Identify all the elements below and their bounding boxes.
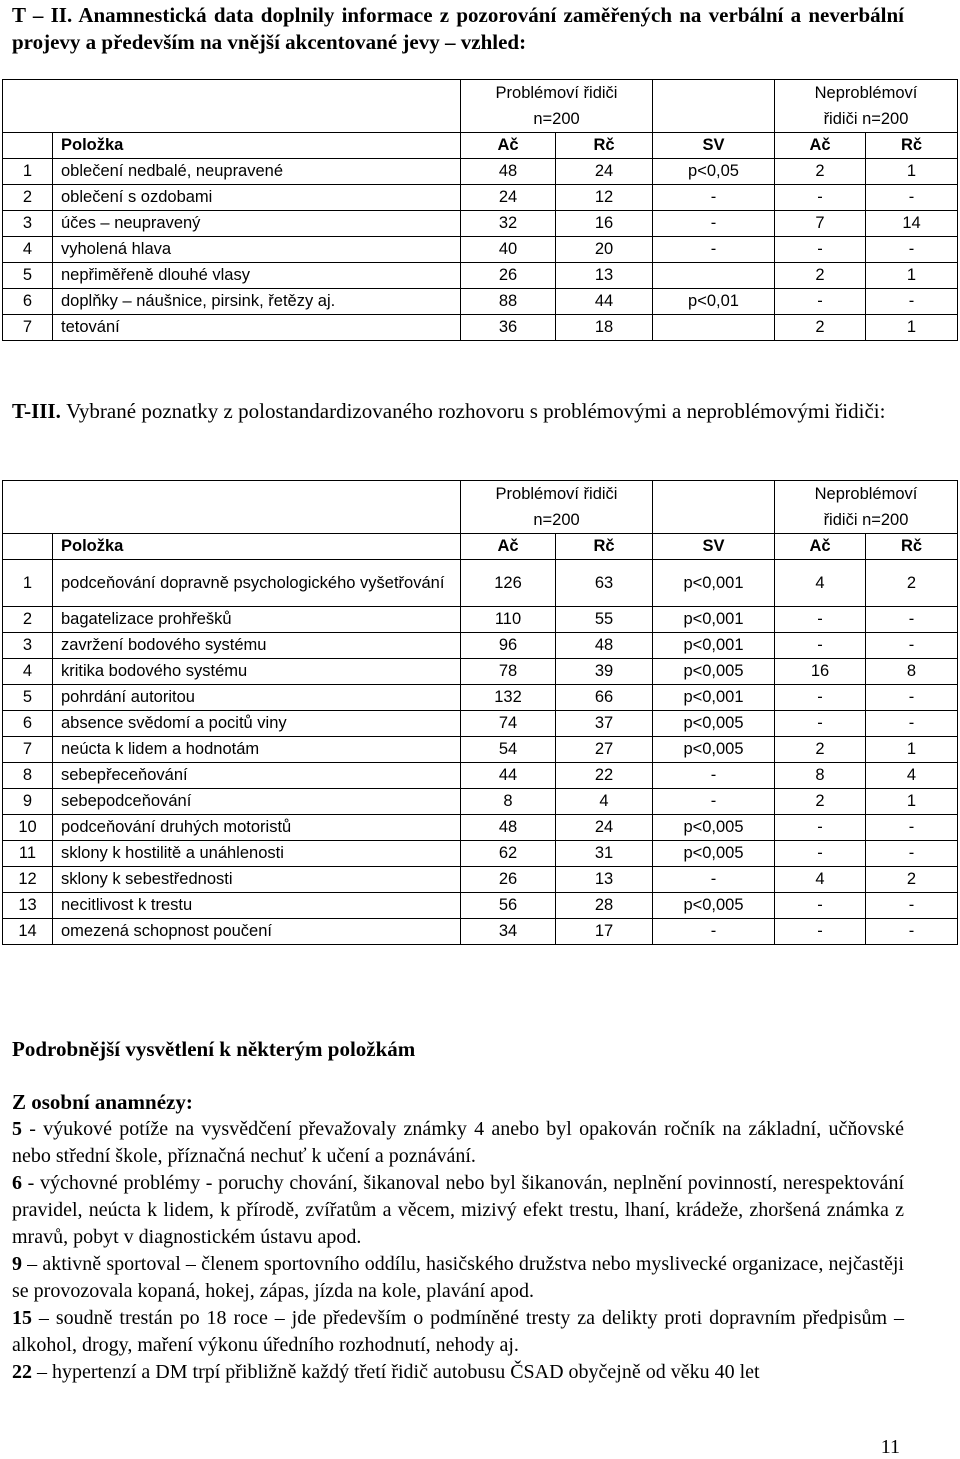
row-rc-nonproblem: 1 (866, 789, 958, 815)
page-number: 11 (880, 1436, 900, 1458)
row-rc-problem: 27 (556, 737, 653, 763)
table-2 (2, 79, 958, 341)
group-nonproblem-drivers: Neproblémoví řidiči n=200 (775, 80, 958, 133)
row-rc-problem: 13 (556, 867, 653, 893)
row-ac-problem: 26 (461, 263, 556, 289)
row-rc-nonproblem: 2 (866, 867, 958, 893)
explanations-title: Podrobnější vysvětlení k některým položkám (12, 1037, 416, 1061)
table-3-label: T-III. (12, 399, 61, 423)
row-number: 3 (3, 211, 53, 237)
row-item: sklony k hostilitě a unáhlenosti (53, 841, 461, 867)
row-sv: p<0,005 (653, 659, 775, 685)
row-ac-nonproblem: 7 (775, 211, 866, 237)
row-item: sklony k sebestřednosti (53, 867, 461, 893)
row-rc-nonproblem: 4 (866, 763, 958, 789)
row-rc-nonproblem: - (866, 919, 958, 945)
row-rc-problem: 16 (556, 211, 653, 237)
row-ac-problem: 78 (461, 659, 556, 685)
row-sv: p<0,005 (653, 815, 775, 841)
explanation-text: – aktivně sportoval – členem sportovního oddílu, hasičského družstva nebo myslivecké organizace, nejčastěji se provozovala kopaná, hokej, zápas, jízda na kole, plavání apod. (12, 1253, 904, 1302)
header-ac-nonproblem: Ač (775, 534, 866, 560)
row-ac-problem: 32 (461, 211, 556, 237)
table-row (3, 607, 958, 633)
explanation-item (12, 1170, 904, 1251)
table-2-heading (12, 2, 904, 56)
row-ac-nonproblem: 2 (775, 737, 866, 763)
explanation-number: 9 (12, 1253, 22, 1275)
row-ac-nonproblem: - (775, 185, 866, 211)
row-rc-nonproblem: - (866, 633, 958, 659)
row-ac-nonproblem: 2 (775, 159, 866, 185)
row-rc-nonproblem: - (866, 815, 958, 841)
header-rc-problem: Rč (556, 534, 653, 560)
table-row (3, 315, 958, 341)
row-item: tetování (53, 315, 461, 341)
explanation-number: 5 (12, 1118, 22, 1140)
row-rc-problem: 63 (556, 560, 653, 607)
row-item: oblečení nedbalé, neupravené (53, 159, 461, 185)
row-rc-problem: 13 (556, 263, 653, 289)
row-rc-problem: 24 (556, 815, 653, 841)
row-ac-problem: 132 (461, 685, 556, 711)
row-rc-nonproblem: - (866, 685, 958, 711)
explanation-text: – hypertenzí a DM trpí přibližně každý třetí řidič autobusu ČSAD obyčejně od věku 40 let (32, 1361, 760, 1383)
explanation-number: 6 (12, 1172, 22, 1194)
explanation-item (12, 1305, 904, 1359)
row-rc-nonproblem: - (866, 607, 958, 633)
row-item: absence svědomí a pocitů viny (53, 711, 461, 737)
row-rc-nonproblem: 2 (866, 560, 958, 607)
explanation-text: - výukové potíže na vysvědčení převažovaly známky 4 anebo byl opakován ročník na základní, učňovské nebo střední škole, příznačná nechuť k učení a poznávání. (12, 1118, 904, 1167)
row-rc-problem: 39 (556, 659, 653, 685)
row-rc-nonproblem: - (866, 841, 958, 867)
header-ac-problem: Ač (461, 133, 556, 159)
row-sv: p<0,001 (653, 633, 775, 659)
group-problem-drivers: Problémoví řidiči n=200 (461, 481, 653, 534)
row-sv: p<0,001 (653, 607, 775, 633)
row-sv: p<0,001 (653, 685, 775, 711)
row-rc-problem: 37 (556, 711, 653, 737)
row-ac-problem: 96 (461, 633, 556, 659)
row-item: pohrdání autoritou (53, 685, 461, 711)
row-ac-nonproblem: - (775, 685, 866, 711)
header-rc-nonproblem: Rč (866, 133, 958, 159)
explanation-number: 22 (12, 1361, 32, 1383)
row-number: 4 (3, 237, 53, 263)
row-ac-nonproblem: - (775, 607, 866, 633)
row-sv: - (653, 763, 775, 789)
row-rc-problem: 55 (556, 607, 653, 633)
table-header-row (3, 133, 958, 159)
row-sv: p<0,05 (653, 159, 775, 185)
header-sv: SV (653, 534, 775, 560)
row-number: 6 (3, 711, 53, 737)
header-index-cell (3, 534, 53, 560)
header-sv: SV (653, 133, 775, 159)
group-problem-drivers: Problémoví řidiči n=200 (461, 80, 653, 133)
row-rc-problem: 18 (556, 315, 653, 341)
table-row (3, 763, 958, 789)
explanation-item (12, 1359, 904, 1386)
row-rc-problem: 44 (556, 289, 653, 315)
header-rc-problem: Rč (556, 133, 653, 159)
row-rc-nonproblem: 8 (866, 659, 958, 685)
row-ac-problem: 8 (461, 789, 556, 815)
table-3 (2, 480, 958, 945)
row-sv (653, 315, 775, 341)
row-ac-nonproblem: - (775, 815, 866, 841)
header-index-cell (3, 133, 53, 159)
row-number: 1 (3, 560, 53, 607)
row-ac-problem: 62 (461, 841, 556, 867)
row-rc-nonproblem: 1 (866, 263, 958, 289)
table-row (3, 867, 958, 893)
header-ac-nonproblem: Ač (775, 133, 866, 159)
row-ac-problem: 88 (461, 289, 556, 315)
row-rc-nonproblem: 1 (866, 737, 958, 763)
row-item: zavržení bodového systému (53, 633, 461, 659)
row-item: vyholená hlava (53, 237, 461, 263)
row-ac-nonproblem: 2 (775, 315, 866, 341)
row-ac-problem: 40 (461, 237, 556, 263)
row-rc-problem: 28 (556, 893, 653, 919)
row-ac-nonproblem: 2 (775, 263, 866, 289)
table-row (3, 633, 958, 659)
table-row (3, 789, 958, 815)
row-ac-problem: 36 (461, 315, 556, 341)
row-number: 2 (3, 185, 53, 211)
row-ac-problem: 56 (461, 893, 556, 919)
row-sv: - (653, 237, 775, 263)
row-item: nepřiměřeně dlouhé vlasy (53, 263, 461, 289)
explanation-text: – soudně trestán po 18 roce – jde především o podmíněné tresty za delikty proti dopravním předpisům – alkohol, drogy, maření výkonu úředního rozhodnutí, nehody aj. (12, 1307, 904, 1356)
row-number: 7 (3, 315, 53, 341)
row-number: 1 (3, 159, 53, 185)
header-item: Položka (53, 133, 461, 159)
row-rc-problem: 12 (556, 185, 653, 211)
row-item: bagatelizace prohřešků (53, 607, 461, 633)
row-ac-problem: 26 (461, 867, 556, 893)
row-rc-nonproblem: - (866, 289, 958, 315)
row-item: sebepodceňování (53, 789, 461, 815)
row-ac-nonproblem: - (775, 711, 866, 737)
row-item: podceňování dopravně psychologického vyšetřování (53, 560, 461, 607)
row-ac-problem: 24 (461, 185, 556, 211)
row-ac-nonproblem: 8 (775, 763, 866, 789)
row-ac-problem: 48 (461, 815, 556, 841)
table-3-title: Vybrané poznatky z polostandardizovaného rozhovoru s problémovými a neproblémovými řidiči: (66, 399, 886, 423)
row-sv: p<0,005 (653, 893, 775, 919)
explanations-list (12, 1116, 904, 1386)
row-sv: p<0,005 (653, 737, 775, 763)
row-rc-problem: 24 (556, 159, 653, 185)
row-ac-nonproblem: - (775, 841, 866, 867)
header-rc-nonproblem: Rč (866, 534, 958, 560)
row-rc-problem: 66 (556, 685, 653, 711)
explanations-section (12, 1036, 904, 1386)
row-sv: - (653, 919, 775, 945)
row-rc-nonproblem: - (866, 711, 958, 737)
row-rc-problem: 20 (556, 237, 653, 263)
header-item: Položka (53, 534, 461, 560)
row-rc-problem: 31 (556, 841, 653, 867)
row-rc-nonproblem: - (866, 185, 958, 211)
table-2-title: Anamnestická data doplnily informace z pozorování zaměřených na verbální a neverbální projevy a především na vnější akcentované jevy – vzhled: (12, 3, 905, 54)
row-sv: - (653, 789, 775, 815)
row-ac-problem: 54 (461, 737, 556, 763)
row-ac-nonproblem: 16 (775, 659, 866, 685)
row-number: 3 (3, 633, 53, 659)
row-sv: p<0,01 (653, 289, 775, 315)
table-row (3, 919, 958, 945)
row-number: 6 (3, 289, 53, 315)
row-item: sebepřeceňování (53, 763, 461, 789)
row-number: 2 (3, 607, 53, 633)
row-number: 5 (3, 263, 53, 289)
row-rc-problem: 17 (556, 919, 653, 945)
row-rc-problem: 4 (556, 789, 653, 815)
row-sv: p<0,005 (653, 711, 775, 737)
table-row (3, 711, 958, 737)
table-row (3, 685, 958, 711)
row-ac-problem: 126 (461, 560, 556, 607)
row-sv: - (653, 211, 775, 237)
row-item: necitlivost k trestu (53, 893, 461, 919)
table-3-heading (12, 398, 904, 425)
table-row (3, 237, 958, 263)
table-2-group-header (3, 80, 958, 133)
row-rc-nonproblem: - (866, 893, 958, 919)
row-number: 14 (3, 919, 53, 945)
table-row (3, 185, 958, 211)
row-ac-problem: 44 (461, 763, 556, 789)
table-2-label: T – II. (12, 3, 73, 27)
row-ac-nonproblem: 2 (775, 789, 866, 815)
table-row (3, 737, 958, 763)
header-ac-problem: Ač (461, 534, 556, 560)
row-item: oblečení s ozdobami (53, 185, 461, 211)
row-sv: p<0,005 (653, 841, 775, 867)
row-rc-nonproblem: - (866, 237, 958, 263)
row-sv: p<0,001 (653, 560, 775, 607)
explanation-number: 15 (12, 1307, 32, 1329)
row-ac-nonproblem: - (775, 893, 866, 919)
row-number: 5 (3, 685, 53, 711)
row-number: 9 (3, 789, 53, 815)
row-item: účes – neupravený (53, 211, 461, 237)
table-header-row (3, 534, 958, 560)
row-number: 8 (3, 763, 53, 789)
row-number: 11 (3, 841, 53, 867)
row-item: kritika bodového systému (53, 659, 461, 685)
group-nonproblem-drivers: Neproblémoví řidiči n=200 (775, 481, 958, 534)
table-row (3, 289, 958, 315)
row-ac-nonproblem: - (775, 633, 866, 659)
explanations-subtitle: Z osobní anamnézy: (12, 1090, 193, 1114)
row-item: omezená schopnost poučení (53, 919, 461, 945)
row-ac-problem: 74 (461, 711, 556, 737)
explanation-text: - výchovné problémy - poruchy chování, šikanoval nebo byl šikanován, neplnění povinností, nerespektování pravidel, neúcta k lidem, k přírodě, zvířatům a věcem, mizivý efekt trestu, lhaní, krádeže, zhoršená známka z mravů, pobyt v diagnostickém ústavu apod. (12, 1172, 904, 1248)
row-ac-problem: 34 (461, 919, 556, 945)
row-number: 7 (3, 737, 53, 763)
row-ac-nonproblem: - (775, 237, 866, 263)
row-sv (653, 263, 775, 289)
row-number: 12 (3, 867, 53, 893)
table-row (3, 659, 958, 685)
table-row (3, 560, 958, 607)
row-ac-nonproblem: 4 (775, 560, 866, 607)
row-item: neúcta k lidem a hodnotám (53, 737, 461, 763)
row-rc-nonproblem: 1 (866, 315, 958, 341)
row-sv: - (653, 867, 775, 893)
explanation-item (12, 1116, 904, 1170)
row-number: 10 (3, 815, 53, 841)
row-number: 4 (3, 659, 53, 685)
row-rc-problem: 48 (556, 633, 653, 659)
table-row (3, 893, 958, 919)
row-ac-nonproblem: 4 (775, 867, 866, 893)
row-ac-nonproblem: - (775, 289, 866, 315)
row-ac-nonproblem: - (775, 919, 866, 945)
table-row (3, 159, 958, 185)
table-row (3, 211, 958, 237)
table-row (3, 815, 958, 841)
row-item: podceňování druhých motoristů (53, 815, 461, 841)
table-row (3, 841, 958, 867)
row-item: doplňky – náušnice, pirsink, řetězy aj. (53, 289, 461, 315)
row-rc-nonproblem: 14 (866, 211, 958, 237)
row-rc-problem: 22 (556, 763, 653, 789)
explanation-item (12, 1251, 904, 1305)
table-3-group-header (3, 481, 958, 534)
row-ac-problem: 48 (461, 159, 556, 185)
row-rc-nonproblem: 1 (866, 159, 958, 185)
row-ac-problem: 110 (461, 607, 556, 633)
table-row (3, 263, 958, 289)
row-number: 13 (3, 893, 53, 919)
row-sv: - (653, 185, 775, 211)
